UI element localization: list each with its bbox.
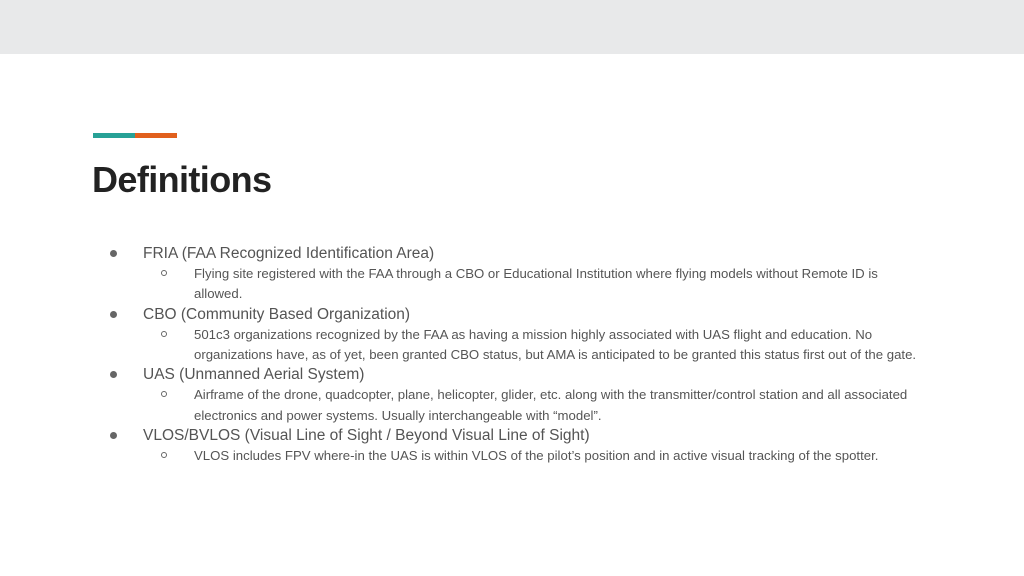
definition-detail-text: 501c3 organizations recognized by the FAA as having a mission highly associated with UAS flight and education. No organizations have, as of yet, been granted CBO status, but AMA is anticipated to be granted this status first out of the gate. <box>194 326 917 363</box>
definition-item-cbo <box>104 305 934 366</box>
definition-detail <box>143 385 934 425</box>
definition-detail-text: VLOS includes FPV where-in the UAS is within VLOS of the pilot’s position and in active visual tracking of the spotter. <box>194 448 879 464</box>
definition-heading: FRIA (FAA Recognized Identification Area) <box>143 245 435 262</box>
accent-orange-segment <box>135 133 177 138</box>
definition-item-uas <box>104 365 934 426</box>
definition-detail-list <box>143 325 934 365</box>
definition-detail <box>143 325 934 365</box>
definition-detail-list <box>143 446 934 466</box>
definition-detail-list <box>143 264 934 304</box>
definition-heading: UAS (Unmanned Aerial System) <box>143 366 365 384</box>
definition-detail-text: Flying site registered with the FAA through a CBO or Educational Institution where flying models without Remote ID is allowed. <box>194 266 878 302</box>
title-accent-bar <box>93 133 177 138</box>
definition-detail-list <box>143 385 934 425</box>
hollow-bullet-icon <box>161 452 167 458</box>
filled-bullet-icon <box>110 432 117 439</box>
definition-heading: CBO (Community Based Organization) <box>143 305 411 323</box>
filled-bullet-icon <box>110 371 117 378</box>
accent-teal-segment <box>93 133 135 138</box>
slide-canvas <box>0 54 1024 576</box>
slide-title: Definitions <box>92 159 272 200</box>
definition-item-fria <box>104 244 934 305</box>
top-band <box>0 0 1024 54</box>
hollow-bullet-icon <box>161 391 167 397</box>
definition-detail <box>143 264 934 304</box>
filled-bullet-icon <box>110 250 117 257</box>
definition-detail <box>143 446 934 466</box>
filled-bullet-icon <box>110 311 117 318</box>
definitions-list <box>104 244 934 466</box>
hollow-bullet-icon <box>161 270 167 276</box>
definition-detail-text: Airframe of the drone, quadcopter, plane, helicopter, glider, etc. along with the transmitter/control station and all associated electronics and power systems. Usually interchangeable with “model”. <box>194 387 908 423</box>
definition-item-vlos-bvlos <box>104 426 934 466</box>
hollow-bullet-icon <box>161 331 167 337</box>
definition-heading: VLOS/BVLOS (Visual Line of Sight / Beyond Visual Line of Sight) <box>143 426 590 444</box>
